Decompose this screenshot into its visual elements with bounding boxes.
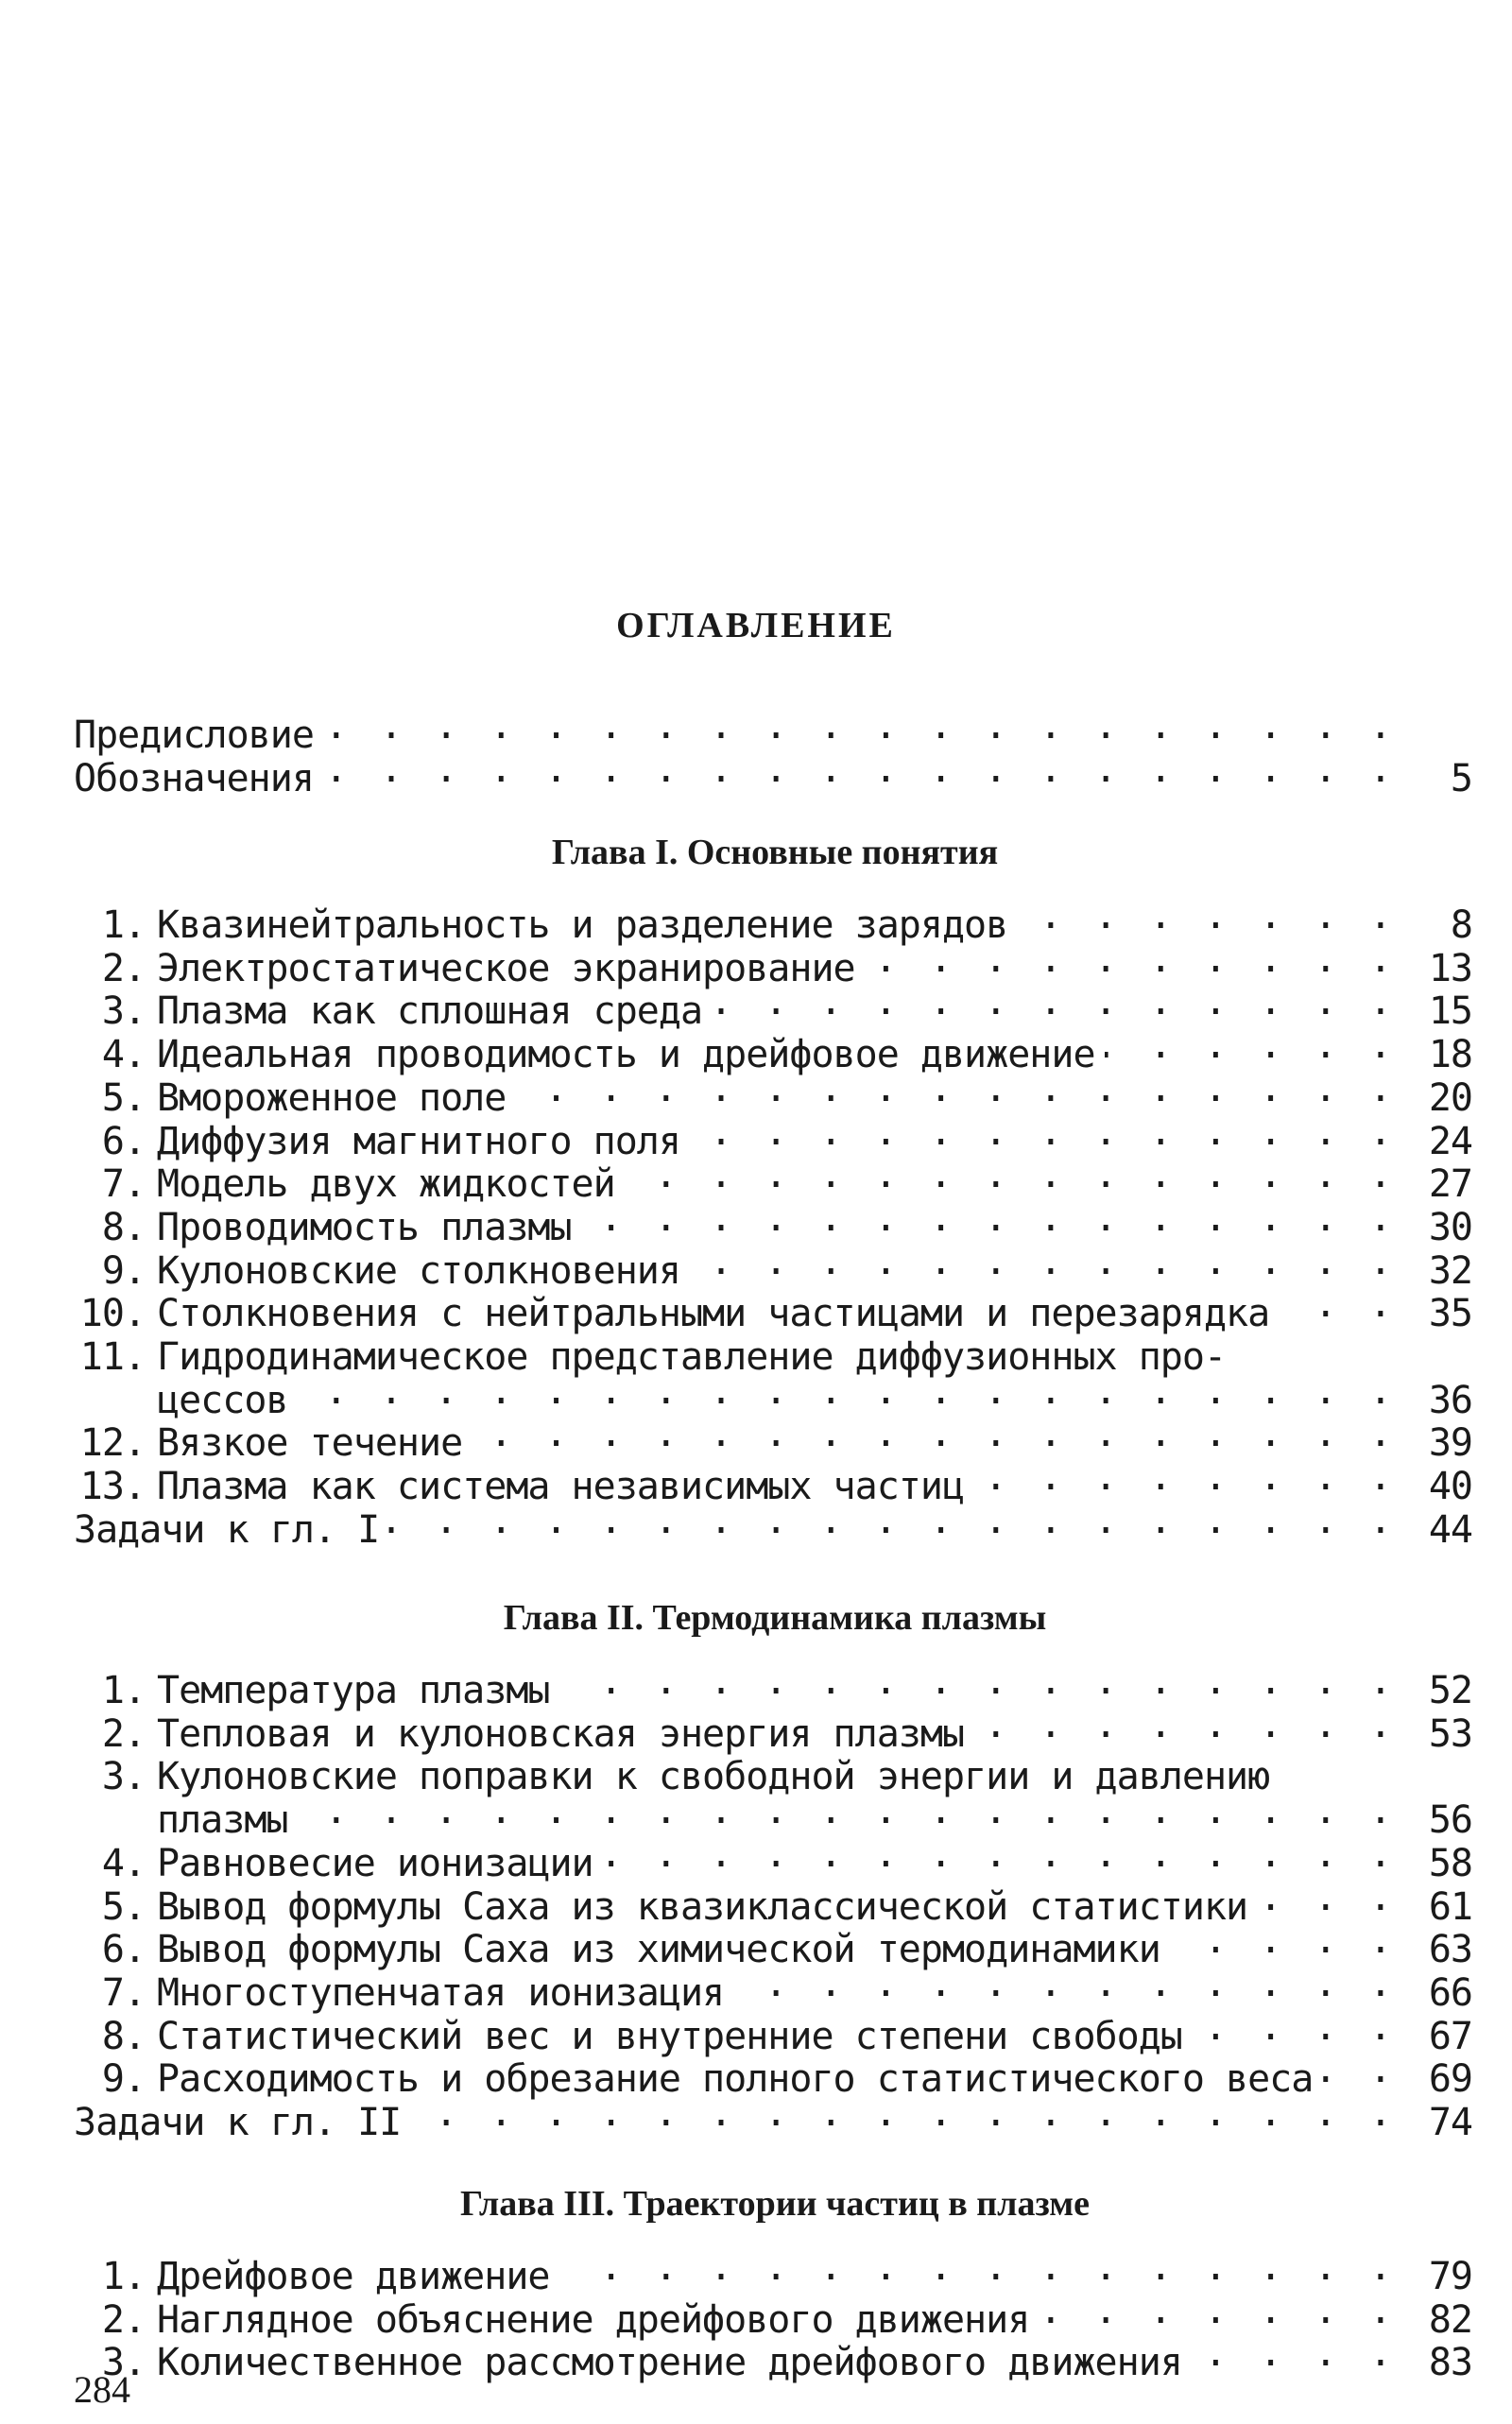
- entry-number: 3.: [101, 1755, 146, 1799]
- entry-number: 5.: [101, 1884, 146, 1929]
- entry-page: 30: [1428, 1205, 1472, 1249]
- entry-page: 32: [1428, 1248, 1472, 1293]
- entry-number: 5.: [101, 1075, 146, 1120]
- entry-page: 8: [1450, 903, 1472, 947]
- toc-entry: [74, 2091, 1472, 2144]
- entry-page: 79: [1428, 2255, 1472, 2298]
- entry-page: 69: [1428, 2057, 1472, 2102]
- toc-entry: [74, 1153, 1472, 1207]
- entry-title: плазмы: [157, 1798, 288, 1843]
- entry-page: 53: [1428, 1711, 1472, 1756]
- entry-title: Квазинейтральность и разделение зарядов: [157, 903, 1008, 947]
- chapter-heading: Глава II. Термодинамика плазмы: [503, 1598, 1047, 1638]
- entry-number: 4.: [101, 1033, 146, 1077]
- entry-title: Температура плазмы: [157, 1669, 550, 1712]
- entry-number: 6.: [101, 1928, 146, 1972]
- entry-title: Плазма как система независимых частиц: [157, 1465, 965, 1509]
- entry-title: Проводимость плазмы: [157, 1205, 572, 1249]
- entry-number: 1.: [101, 1669, 146, 1712]
- entry-title: Кулоновские поправки к свободной энергии и давлению: [157, 1755, 1270, 1799]
- toc-entry: [74, 894, 1472, 947]
- entry-page: 15: [1428, 989, 1472, 1034]
- entry-number: 2.: [101, 946, 146, 990]
- entry-page: 67: [1428, 2014, 1472, 2058]
- entry-page: 58: [1428, 1841, 1472, 1885]
- toc-entry: [74, 1412, 1472, 1466]
- toc-entry: [74, 2048, 1472, 2102]
- toc-entry: [74, 1326, 1472, 1379]
- entry-number: 4.: [101, 1841, 146, 1885]
- entry-title: Тепловая и кулоновская энергия плазмы: [157, 1711, 965, 1756]
- entry-number: 7.: [101, 1162, 146, 1207]
- toc-entry: [74, 1962, 1472, 2015]
- entry-page: 39: [1428, 1421, 1472, 1466]
- entry-title: Предисловие: [74, 713, 314, 757]
- entry-title: цессов: [157, 1378, 288, 1422]
- entry-number: 8.: [101, 1205, 146, 1249]
- entry-page: 56: [1428, 1798, 1472, 1843]
- entry-page: 66: [1428, 1970, 1472, 2015]
- toc-entry-preface: [74, 704, 1472, 757]
- entry-number: 7.: [101, 1970, 146, 2015]
- entry-title: Многоступенчатая ионизация: [157, 1970, 725, 2015]
- entry-number: 1.: [101, 2255, 146, 2298]
- entry-page: 61: [1428, 1884, 1472, 1929]
- entry-title: Наглядное объяснение дрейфового движения: [157, 2297, 1030, 2342]
- chapter-heading: Глава I. Основные понятия: [551, 833, 999, 872]
- entry-number: 11.: [79, 1335, 146, 1379]
- entry-title: Столкновения с нейтральными частицами и перезарядка: [157, 1292, 1270, 1336]
- entry-page: 44: [1428, 1507, 1472, 1552]
- entry-number: 3.: [101, 989, 146, 1034]
- entry-page: 35: [1428, 1292, 1472, 1336]
- entry-number: 2.: [101, 2297, 146, 2342]
- entry-title: Модель двух жидкостей: [157, 1162, 615, 1207]
- toc-entry: [74, 1703, 1472, 1756]
- entry-page: 13: [1428, 946, 1472, 990]
- toc-entry: [74, 2245, 1472, 2298]
- toc-entry: [74, 1659, 1472, 1712]
- toc-entry: [74, 1369, 1472, 1422]
- entry-title: Статистический вес и внутренние степени свободы: [157, 2014, 1182, 2058]
- toc-entry: [74, 1832, 1472, 1885]
- entry-page: 63: [1428, 1928, 1472, 1972]
- toc-entry-notation: [74, 748, 1472, 800]
- entry-page: 27: [1428, 1162, 1472, 1207]
- entry-page: 82: [1428, 2297, 1472, 2342]
- entry-title: Кулоновские столкновения: [157, 1248, 680, 1293]
- entry-title: Вывод формулы Саха из квазиклассической статистики: [157, 1884, 1248, 1929]
- toc-entry: [74, 1455, 1472, 1509]
- toc-entry: [74, 1110, 1472, 1163]
- entry-number: 13.: [79, 1465, 146, 1509]
- entry-number: 6.: [101, 1119, 146, 1163]
- toc-entry: [74, 1067, 1472, 1120]
- entry-number: 8.: [101, 2014, 146, 2058]
- entry-title: Равновесие ионизации: [157, 1841, 593, 1885]
- entry-title: Диффузия магнитного поля: [157, 1119, 680, 1163]
- entry-page: 36: [1428, 1378, 1472, 1422]
- entry-title: Обозначения: [74, 757, 314, 800]
- entry-number: 2.: [101, 1711, 146, 1756]
- toc-entry: [74, 937, 1472, 990]
- entry-number: 9.: [101, 2057, 146, 2102]
- entry-title: Дрейфовое движение: [157, 2255, 550, 2298]
- toc-entry: [74, 1499, 1472, 1552]
- toc-entry: [74, 2289, 1472, 2342]
- entry-number: 3.: [101, 2341, 146, 2385]
- toc-entry: [74, 980, 1472, 1034]
- entry-title: Расходимость и обрезание полного статистического веса: [157, 2057, 1314, 2102]
- toc-entry: [74, 1240, 1472, 1293]
- entry-number: 1.: [101, 903, 146, 947]
- toc-entry: [74, 1196, 1472, 1249]
- entry-title: Задачи к гл. II: [74, 2101, 402, 2144]
- entry-title: Задачи к гл. I: [74, 1507, 380, 1552]
- entry-page: 52: [1428, 1669, 1472, 1712]
- entry-page: 24: [1428, 1119, 1472, 1163]
- entry-title: Вмороженное поле: [157, 1075, 507, 1120]
- chapter-heading: Глава III. Траектории частиц в плазме: [460, 2184, 1090, 2224]
- toc-entry: [74, 1918, 1472, 1972]
- entry-title: Количественное рассмотрение дрейфового движения: [157, 2341, 1182, 2385]
- entry-title: Вывод формулы Саха из химической термодинамики: [157, 1928, 1160, 1972]
- toc-entry: [74, 1745, 1472, 1799]
- entry-page: 18: [1428, 1033, 1472, 1077]
- toc-entry: [74, 1282, 1472, 1336]
- toc-heading: ОГЛАВЛЕНИЕ: [616, 606, 896, 645]
- entry-page: 20: [1428, 1075, 1472, 1120]
- toc-entry: [74, 1789, 1472, 1843]
- toc-entry: [74, 1876, 1472, 1929]
- entry-title: Плазма как сплошная среда: [157, 989, 703, 1034]
- entry-page: 5: [1450, 757, 1472, 800]
- toc-entry: [74, 2331, 1472, 2385]
- toc-entry: [74, 1023, 1472, 1077]
- entry-title: Гидродинамическое представление диффузионных про-: [157, 1335, 1227, 1379]
- entry-page: 83: [1428, 2341, 1472, 2385]
- entry-page: 74: [1428, 2101, 1472, 2144]
- entry-number: 9.: [101, 1248, 146, 1293]
- entry-title: Электростатическое экранирование: [157, 946, 855, 990]
- entry-number: 10.: [79, 1292, 146, 1336]
- entry-title: Идеальная проводимость и дрейфовое движение: [157, 1033, 1095, 1077]
- entry-number: 12.: [79, 1421, 146, 1466]
- entry-page: 40: [1428, 1465, 1472, 1509]
- entry-title: Вязкое течение: [157, 1421, 463, 1466]
- page-number: 284: [74, 2368, 130, 2411]
- toc-entry: [74, 2005, 1472, 2058]
